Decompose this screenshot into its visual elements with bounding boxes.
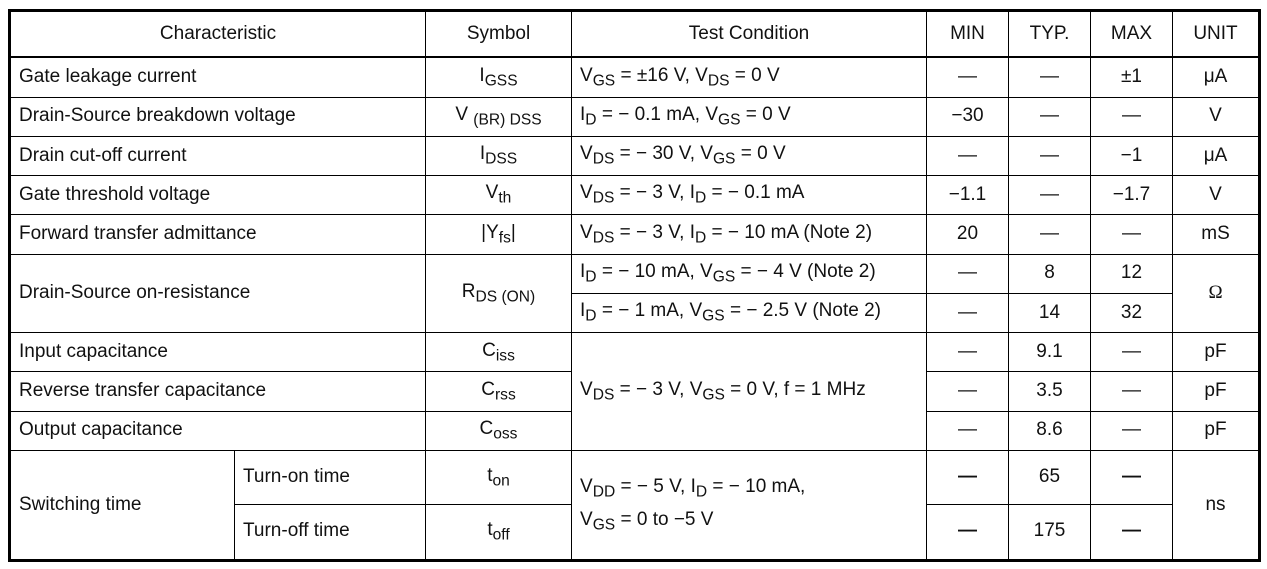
unit-cell: pF [1173, 372, 1260, 411]
typ-cell: 3.5 [1009, 372, 1091, 411]
table-row [10, 450, 1260, 504]
symbol-cell: V $_{(BR) DSS}$ [426, 97, 572, 136]
typ-cell: — [1009, 215, 1091, 254]
typ-cell: 65 [1009, 450, 1091, 504]
min-cell: — [927, 504, 1009, 560]
table-row [10, 97, 1260, 136]
symbol-cell: $C_{rss}$ [426, 372, 572, 411]
table-row [10, 254, 1260, 293]
typ-cell: 8.6 [1009, 411, 1091, 450]
unit-cell: pF [1173, 411, 1260, 450]
header-characteristic: Characteristic [10, 11, 426, 58]
test-condition-cell: $V_{GS} = \pm 16$ V, $V_{DS} = 0$ V [572, 57, 927, 97]
characteristic-cell: Output capacitance [10, 411, 426, 450]
typ-cell: — [1009, 176, 1091, 215]
header-test-condition: Test Condition [572, 11, 927, 58]
max-cell: −1 [1091, 136, 1173, 175]
symbol-cell: $I_{DSS}$ [426, 136, 572, 175]
header-unit: UNIT [1173, 11, 1260, 58]
table-row [10, 333, 1260, 372]
max-cell: — [1091, 215, 1173, 254]
min-cell: — [927, 136, 1009, 175]
header-symbol: Symbol [426, 11, 572, 58]
symbol-cell: $I_{GSS}$ [426, 57, 572, 97]
symbol-cell: $C_{iss}$ [426, 333, 572, 372]
table-row [10, 176, 1260, 215]
symbol-cell: $R_{DS (ON)}$ [426, 254, 572, 333]
characteristic-cell: Switching time [10, 450, 235, 560]
characteristic-cell: Drain-Source on-resistance [10, 254, 426, 333]
test-condition-cell: $I_D$ = − 1 mA, $V_{GS}$ = − 2.5 V (Note 2) [572, 293, 927, 332]
unit-cell: ns [1173, 450, 1260, 560]
max-cell: — [1091, 372, 1173, 411]
max-cell: −1.7 [1091, 176, 1173, 215]
test-condition-cell: $V_{DS}$ = − 30 V, $V_{GS} = 0$ V [572, 136, 927, 175]
unit-cell: Ω [1173, 254, 1260, 333]
symbol-cell: $|Y_{fs}|$ [426, 215, 572, 254]
unit-cell: pF [1173, 333, 1260, 372]
header-typ: TYP. [1009, 11, 1091, 58]
table-row [10, 57, 1260, 97]
max-cell: 32 [1091, 293, 1173, 332]
min-cell: — [927, 254, 1009, 293]
max-cell: — [1091, 97, 1173, 136]
typ-cell: 175 [1009, 504, 1091, 560]
symbol-cell: $V_{th}$ [426, 176, 572, 215]
unit-cell: V [1173, 176, 1260, 215]
min-cell: — [927, 372, 1009, 411]
header-max: MAX [1091, 11, 1173, 58]
min-cell: — [927, 333, 1009, 372]
typ-cell: 9.1 [1009, 333, 1091, 372]
characteristic-cell: Reverse transfer capacitance [10, 372, 426, 411]
symbol-cell: $t_{off}$ [426, 504, 572, 560]
sub-characteristic-cell: Turn-on time [235, 450, 426, 504]
min-cell: — [927, 450, 1009, 504]
min-cell: −1.1 [927, 176, 1009, 215]
header-row [10, 11, 1260, 58]
unit-cell: mS [1173, 215, 1260, 254]
min-cell: — [927, 293, 1009, 332]
unit-cell: μA [1173, 57, 1260, 97]
symbol-cell: $t_{on}$ [426, 450, 572, 504]
typ-cell: — [1009, 57, 1091, 97]
max-cell: — [1091, 333, 1173, 372]
test-condition-cell: $I_D$ = − 10 mA, $V_{GS}$ = − 4 V (Note 2) [572, 254, 927, 293]
test-condition-cell: $I_D$ = − 0.1 mA, $V_{GS} = 0$ V [572, 97, 927, 136]
typ-cell: — [1009, 97, 1091, 136]
max-cell: — [1091, 504, 1173, 560]
min-cell: — [927, 411, 1009, 450]
characteristic-cell: Input capacitance [10, 333, 426, 372]
unit-cell: μA [1173, 136, 1260, 175]
test-condition-cell: $V_{DD}$ = − 5 V, $I_D$ = − 10 mA, $V_{GS} = 0$ to −5 V [572, 450, 927, 560]
max-cell: — [1091, 411, 1173, 450]
table-row [10, 136, 1260, 175]
typ-cell: 8 [1009, 254, 1091, 293]
header-min: MIN [927, 11, 1009, 58]
characteristic-cell: Gate leakage current [10, 57, 426, 97]
max-cell: 12 [1091, 254, 1173, 293]
typ-cell: — [1009, 136, 1091, 175]
test-condition-cell: $V_{DS}$ = − 3 V, $I_D$ = − 10 mA (Note 2) [572, 215, 927, 254]
unit-cell: V [1173, 97, 1260, 136]
characteristic-cell: Forward transfer admittance [10, 215, 426, 254]
test-condition-cell: $V_{DS}$ = − 3 V, $I_D$ = − 0.1 mA [572, 176, 927, 215]
characteristic-cell: Drain cut-off current [10, 136, 426, 175]
characteristic-cell: Drain-Source breakdown voltage [10, 97, 426, 136]
max-cell: ±1 [1091, 57, 1173, 97]
table-row [10, 215, 1260, 254]
sub-characteristic-cell: Turn-off time [235, 504, 426, 560]
typ-cell: 14 [1009, 293, 1091, 332]
test-condition-cell: $V_{DS}$ = − 3 V, $V_{GS} = 0$ V, f = 1 MHz [572, 333, 927, 451]
electrical-characteristics-table [8, 9, 1261, 562]
min-cell: — [927, 57, 1009, 97]
max-cell: — [1091, 450, 1173, 504]
min-cell: −30 [927, 97, 1009, 136]
characteristic-cell: Gate threshold voltage [10, 176, 426, 215]
symbol-cell: $C_{oss}$ [426, 411, 572, 450]
min-cell: 20 [927, 215, 1009, 254]
